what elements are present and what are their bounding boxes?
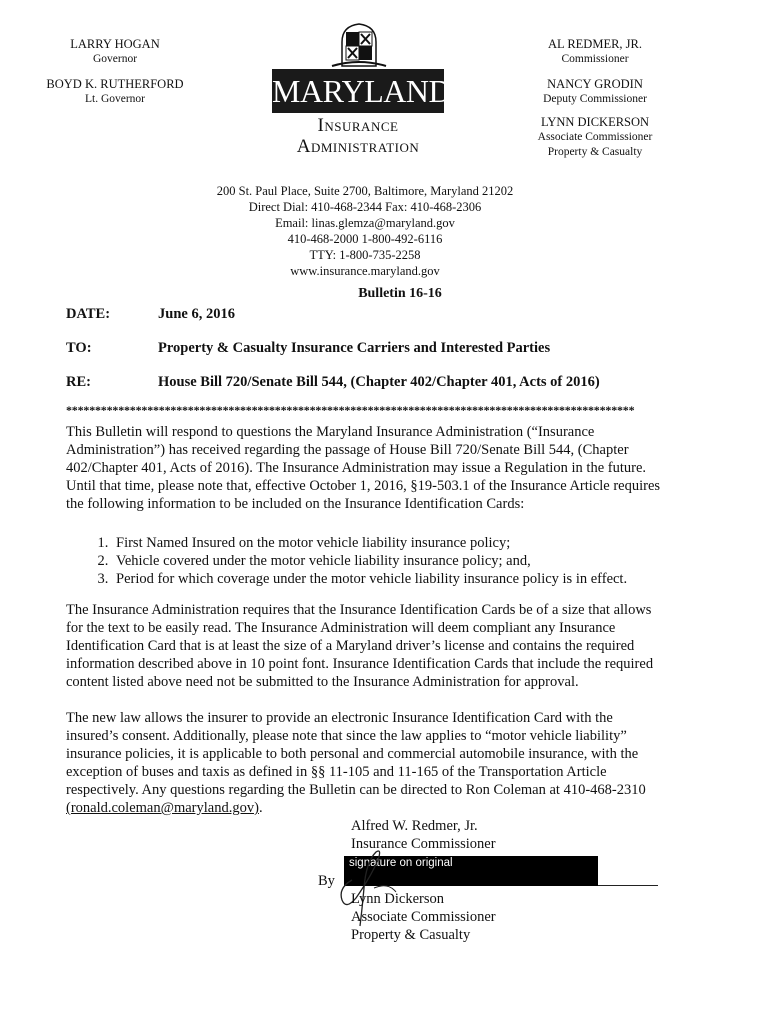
list-item: 1. First Named Insured on the motor vehicle liability insurance policy; [112,534,712,552]
bulletin-number: Bulletin 16-16 [358,286,442,301]
separator-line: ************************************************************************************************** [66,403,635,417]
commissioner-block [520,36,670,67]
commissioner-signature-title: Insurance Commissioner [351,836,496,852]
date-label: DATE: [66,306,111,322]
lt-governor-block [30,76,200,107]
deputy-title: Deputy Commissioner [543,93,647,105]
maryland-crest-icon [328,22,390,68]
by-label: By [318,873,335,889]
email-link[interactable]: (ronald.coleman@maryland.gov) [66,800,259,816]
list-item: 3. Period for which coverage under the motor vehicle liability insurance policy is in effect. [112,570,712,588]
deputy-name: NANCY GRODIN [547,77,643,91]
paragraph-3: The new law allows the insurer to provide an electronic Insurance Identification Card with the insured’s consent. Additionally, please note that since the law applies to “motor vehicle liability” insurance policies, it is applicable to both personal and commercial automobile insurance, with the exception of buses and taxis as defined in §§ 11-105 and 11-165 of the Transportation Article respectively. Any questions regarding the Bulletin can be directed to Ron Coleman at 410-468-2310 (ronald.coleman@maryland.gov). [66,710,646,816]
re-label: RE: [66,374,91,390]
commissioner-name: AL REDMER, JR. [548,37,642,51]
signer-title-2: Property & Casualty [351,927,471,943]
maryland-wordmark: MARYLAND [272,69,444,113]
redaction-box: signature on original [344,856,598,886]
associate-block [520,114,670,160]
to-value: Property & Casualty Insurance Carriers and Interested Parties [158,340,551,356]
signature-line [598,885,658,886]
governor-block [40,36,190,67]
list-item: 2. Vehicle covered under the motor vehicle liability insurance policy; and, [112,552,712,570]
lt-governor-name: BOYD K. RUTHERFORD [46,77,184,91]
paragraph-1: This Bulletin will respond to questions the Maryland Insurance Administration (“Insurance Administration”) has received regarding the passage of House Bill 720/Senate Bill 544, (Chapter 402/Chapter 401, Acts of 2016). The Insurance Administration may issue a Regulation in the future. Until that time, please note that, effective October 1, 2016, §19-503.1 of the Insurance Article requires the following information to be included on the Insurance Identification Cards: [66,424,661,512]
governor-name: LARRY HOGAN [70,37,160,51]
contact-address: 200 St. Paul Place, Suite 2700, Baltimore, Maryland 21202 Direct Dial: 410-468-2344 Fax: 410-468-2306 Email: linas.glemza@maryland.gov 410-468-2000 1-800-492-6116 TTY: 1-800-735-2258 www.insurance.maryland.gov [216,184,514,278]
date-value: June 6, 2016 [158,306,235,322]
associate-name: LYNN DICKERSON [540,115,650,129]
required-items-list [92,534,712,588]
paragraph-2: The Insurance Administration requires that the Insurance Identification Cards be of a size that allows for the text to be easily read. The Insurance Administration will deem compliant any Insurance Identification Card that is at least the size of a Maryland driver’s license and contains the required information described above in 10 point font. Insurance Identification Cards that include the required content listed above need not be submitted to the Insurance Administration for approval. [66,602,654,690]
associate-title-1: Associate Commissioner [537,131,653,143]
to-label: TO: [66,340,92,356]
governor-title: Governor [92,53,138,65]
signer-title-1: Associate Commissioner [351,909,496,925]
signer-name: Lynn Dickerson [351,891,445,907]
associate-title-2: Property & Casualty [547,146,643,158]
deputy-block [520,76,670,107]
lt-governor-title: Lt. Governor [84,93,146,105]
re-value: House Bill 720/Senate Bill 544, (Chapter 402/Chapter 401, Acts of 2016) [158,374,600,390]
administration-name: Insurance Administration [296,115,420,157]
commissioner-title: Commissioner [561,53,629,65]
commissioner-signature-name: Alfred W. Redmer, Jr. [351,818,478,834]
